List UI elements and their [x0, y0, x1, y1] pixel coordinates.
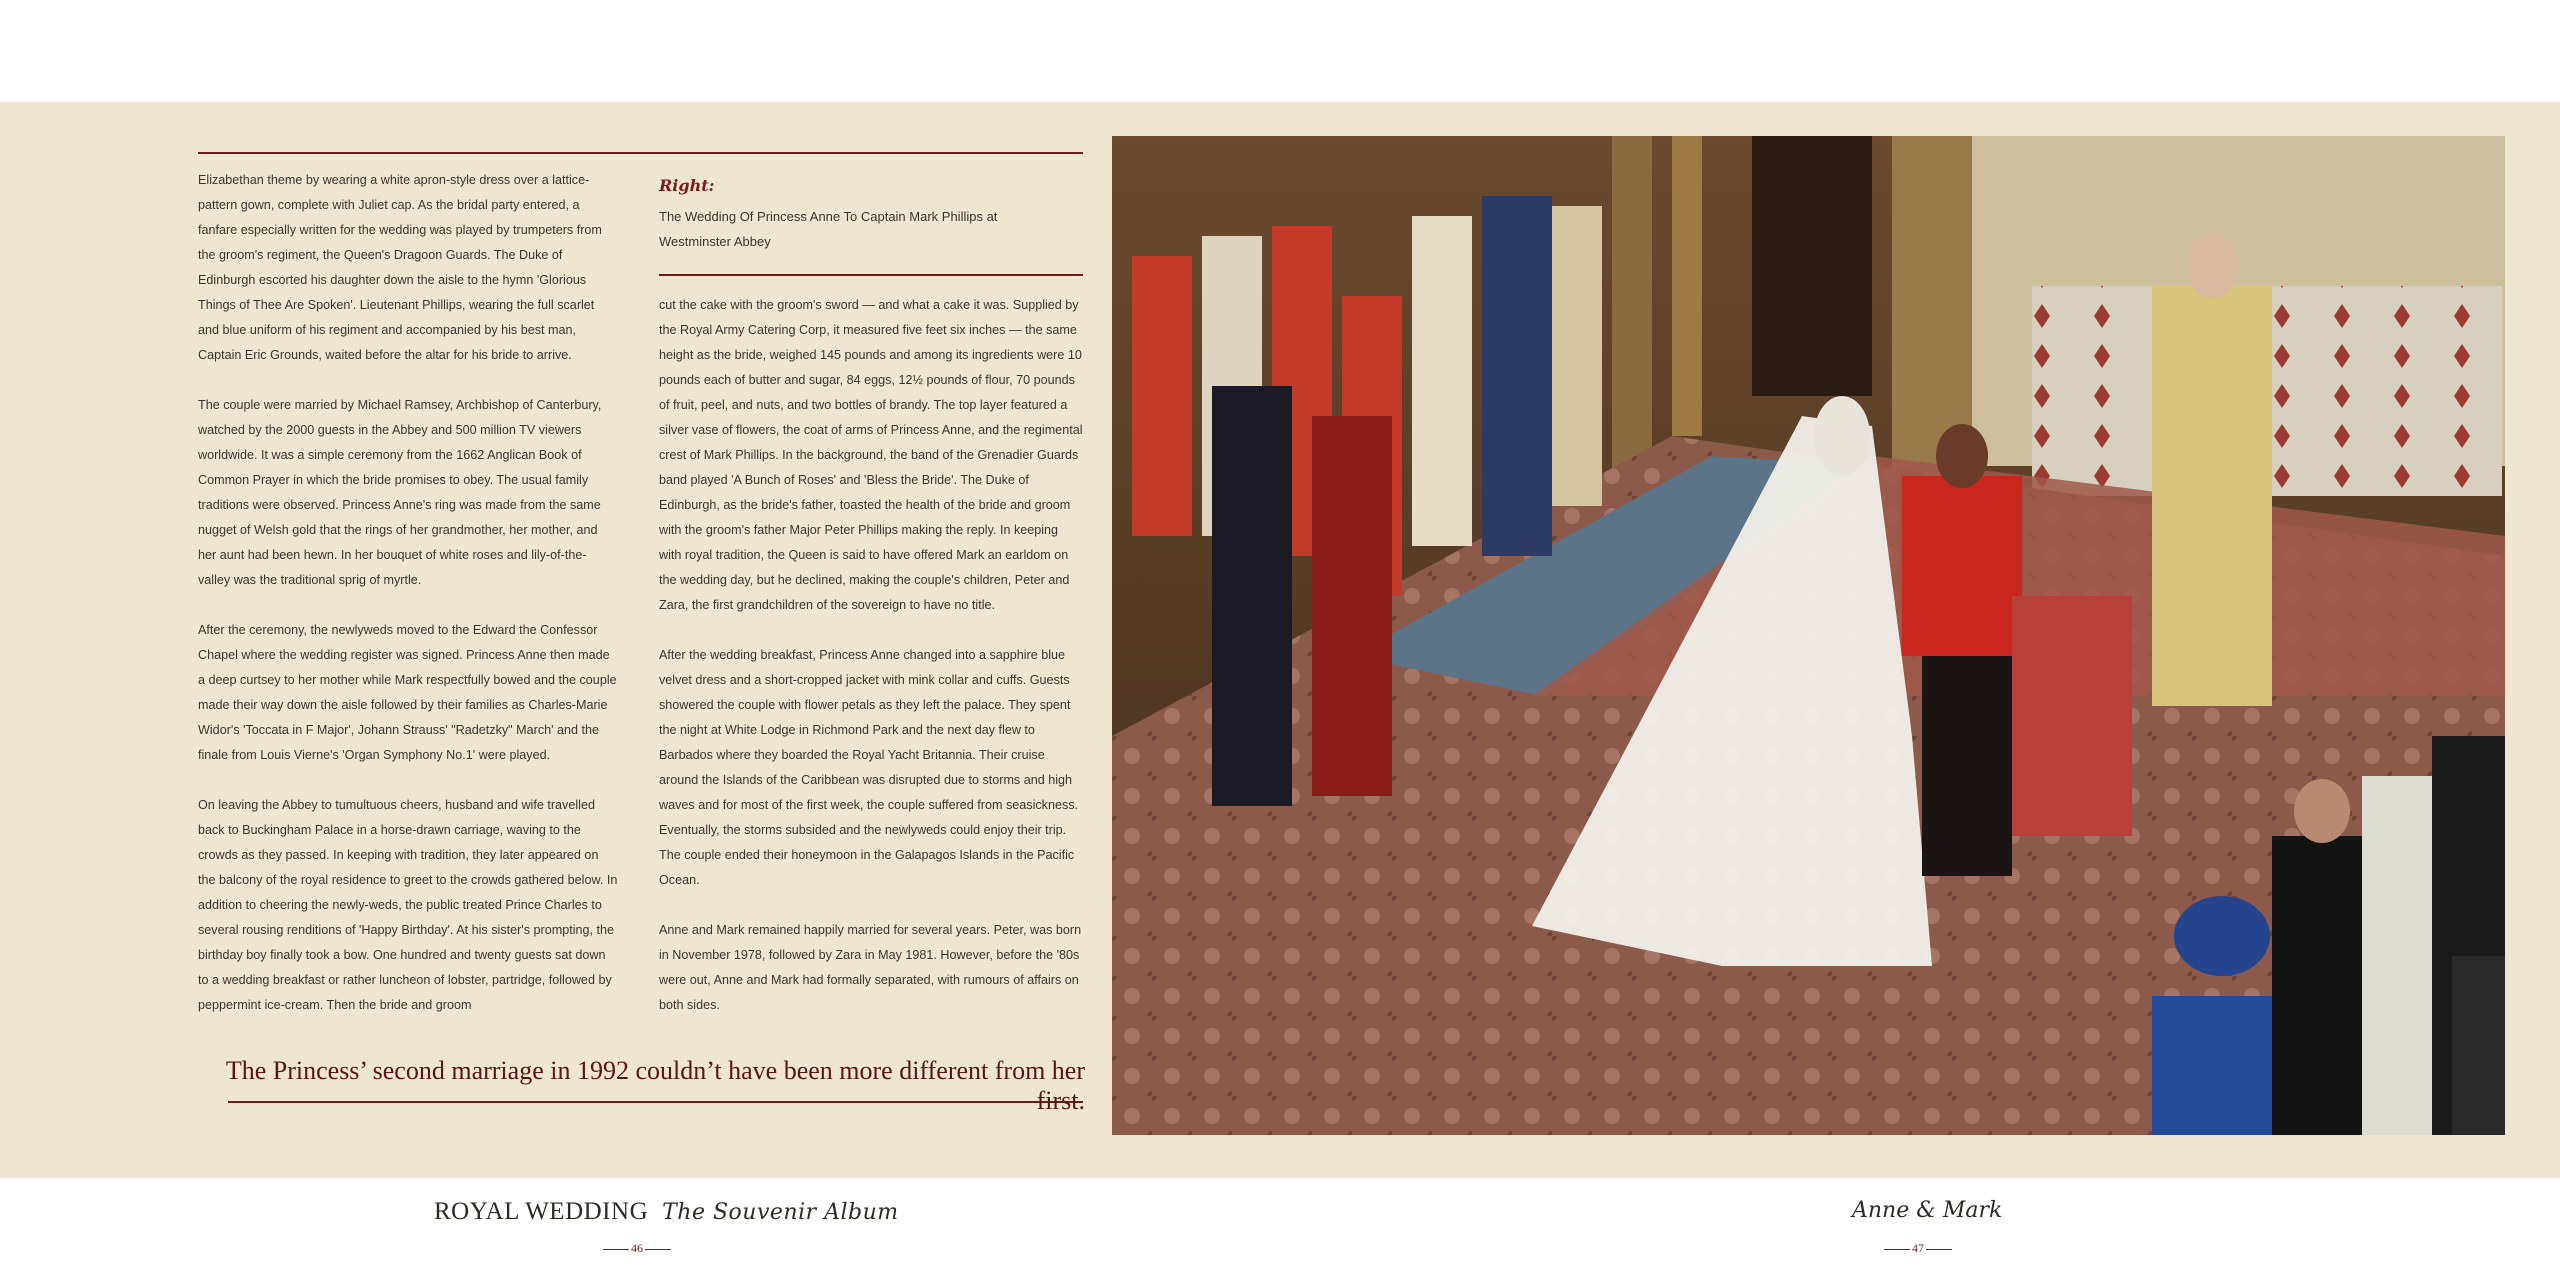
footer-subtitle: The Souvenir Album — [662, 1200, 899, 1225]
paragraph: On leaving the Abbey to tumultuous cheers, husband and wife travelled back to Buckingham Palace in a horse-drawn carriage, waving to the crowds as they passed. In keeping with tradition, they later appeared on the balcony of the royal residence to greet to the crowds gathered below. In addition to cheering the newly-weds, the public treated Prince Charles to several rousing renditions of 'Happy Birthday'. At his sister's prompting, the birthday boy finally took a bow. One hundred and twenty guests sat down to a wedding breakfast or rather luncheon of lobster, partridge, followed by peppermint ice-cream. Then the bride and groom — [198, 798, 618, 1012]
torn-edge-top — [0, 96, 2560, 120]
top-rule — [198, 152, 1083, 154]
paragraph: Elizabethan theme by wearing a white apron-style dress over a lattice-pattern gown, complete with Juliet cap. As the bridal party entered, a fanfare especially written for the wedding was played by trumpeters from the groom's regiment, the Queen's Dragoon Guards. The Duke of Edinburgh escorted his daughter down the aisle to the hymn 'Glorious Things of Thee Are Spoken'. Lieutenant Phillips, wearing the full scarlet and blue uniform of his regiment and accompanied by his best man, Captain Eric Grounds, waited before the altar for his bride to arrive. — [198, 173, 602, 362]
caption-text: The Wedding Of Princess Anne To Captain Mark Phillips at Westminster Abbey — [659, 209, 998, 249]
wedding-photo-illustration — [1112, 136, 2505, 1135]
paragraph: After the ceremony, the newlyweds moved to the Edward the Confessor Chapel where the wedding register was signed. Princess Anne then made a deep curtsey to her mother while Mark respectfully bowed and the couple made their way down the aisle followed by their families as Charles-Marie Widor's 'Toccata in F Major', Johann Strauss' "Radetzky" March' and the finale from Louis Vierne's 'Organ Symphony No.1' were played. — [198, 623, 617, 762]
paragraph: cut the cake with the groom's sword — and what a cake it was. Supplied by the Royal Army Catering Corp, it measured five feet six inches — the same height as the bride, weighed 145 pounds and among its ingredients were 10 pounds each of butter and sugar, 84 eggs, 12½ pounds of flour, 70 pounds of fruit, peel, and nuts, and two bottles of brandy. The top layer featured a silver vase of flowers, the coat of arms of Princess Anne, and the regimental crest of Mark Phillips. In the background, the band of the Grenadier Guards band played 'A Bunch of Roses' and 'Bless the Bride'. The Duke of Edinburgh, as the bride's father, toasted the health of the bride and groom with the groom's father Major Peter Phillips making the reply. In keeping with royal tradition, the Queen is said to have offered Mark an earldom on the wedding day, but he declined, making the couple's children, Peter and Zara, the first grandchildren of the sovereign to have no title. — [659, 298, 1083, 612]
footer-right-title: Anne & Mark — [1852, 1198, 2003, 1223]
caption-rule — [659, 274, 1083, 276]
page-number-left — [601, 1241, 673, 1256]
paragraph: Anne and Mark remained happily married for several years. Peter, was born in November 1978, followed by Zara in May 1981. However, before the '80s were out, Anne and Mark had formally separated, with rumours of affairs on both sides. — [659, 923, 1082, 1012]
wedding-photo — [1112, 136, 2505, 1135]
torn-edge-bottom — [0, 1162, 2560, 1186]
pull-quote: The Princess’ second marriage in 1992 couldn’t have been more different from her first. — [225, 1056, 1085, 1115]
page-number-left-value: 46 — [631, 1241, 643, 1255]
footer-left — [434, 1198, 899, 1226]
paragraph: After the wedding breakfast, Princess Anne changed into a sapphire blue velvet dress and a short-cropped jacket with mink collar and cuffs. Guests showered the couple with flower petals as they left the palace. They spent the night at White Lodge in Richmond Park and the next day flew to Barbados where they boarded the Royal Yacht Britannia. Their cruise around the Islands of the Caribbean was disrupted due to storms and high waves and for most of the first week, the couple suffered from seasickness. Eventually, the storms subsided and the newlyweds could enjoy their trip. The couple ended their honeymoon in the Galapagos Islands in the Pacific Ocean. — [659, 648, 1079, 887]
caption-label: Right: — [659, 176, 715, 195]
left-text-column — [198, 168, 618, 1018]
right-text-column — [659, 293, 1083, 1018]
page-number-right — [1882, 1241, 1954, 1256]
paragraph: The couple were married by Michael Ramsey, Archbishop of Canterbury, watched by the 2000 guests in the Abbey and 500 million TV viewers worldwide. It was a simple ceremony from the 1662 Anglican Book of Common Prayer in which the bride promises to obey. The usual family traditions were observed. Princess Anne's ring was made from the same nugget of Welsh gold that the rings of her grandmother, her mother, and her aunt had been hewn. In her bouquet of white roses and lily-of-the-valley was the traditional sprig of myrtle. — [198, 398, 602, 587]
footer-title: ROYAL WEDDING — [434, 1198, 649, 1225]
page-number-right-value: 47 — [1912, 1241, 1924, 1255]
